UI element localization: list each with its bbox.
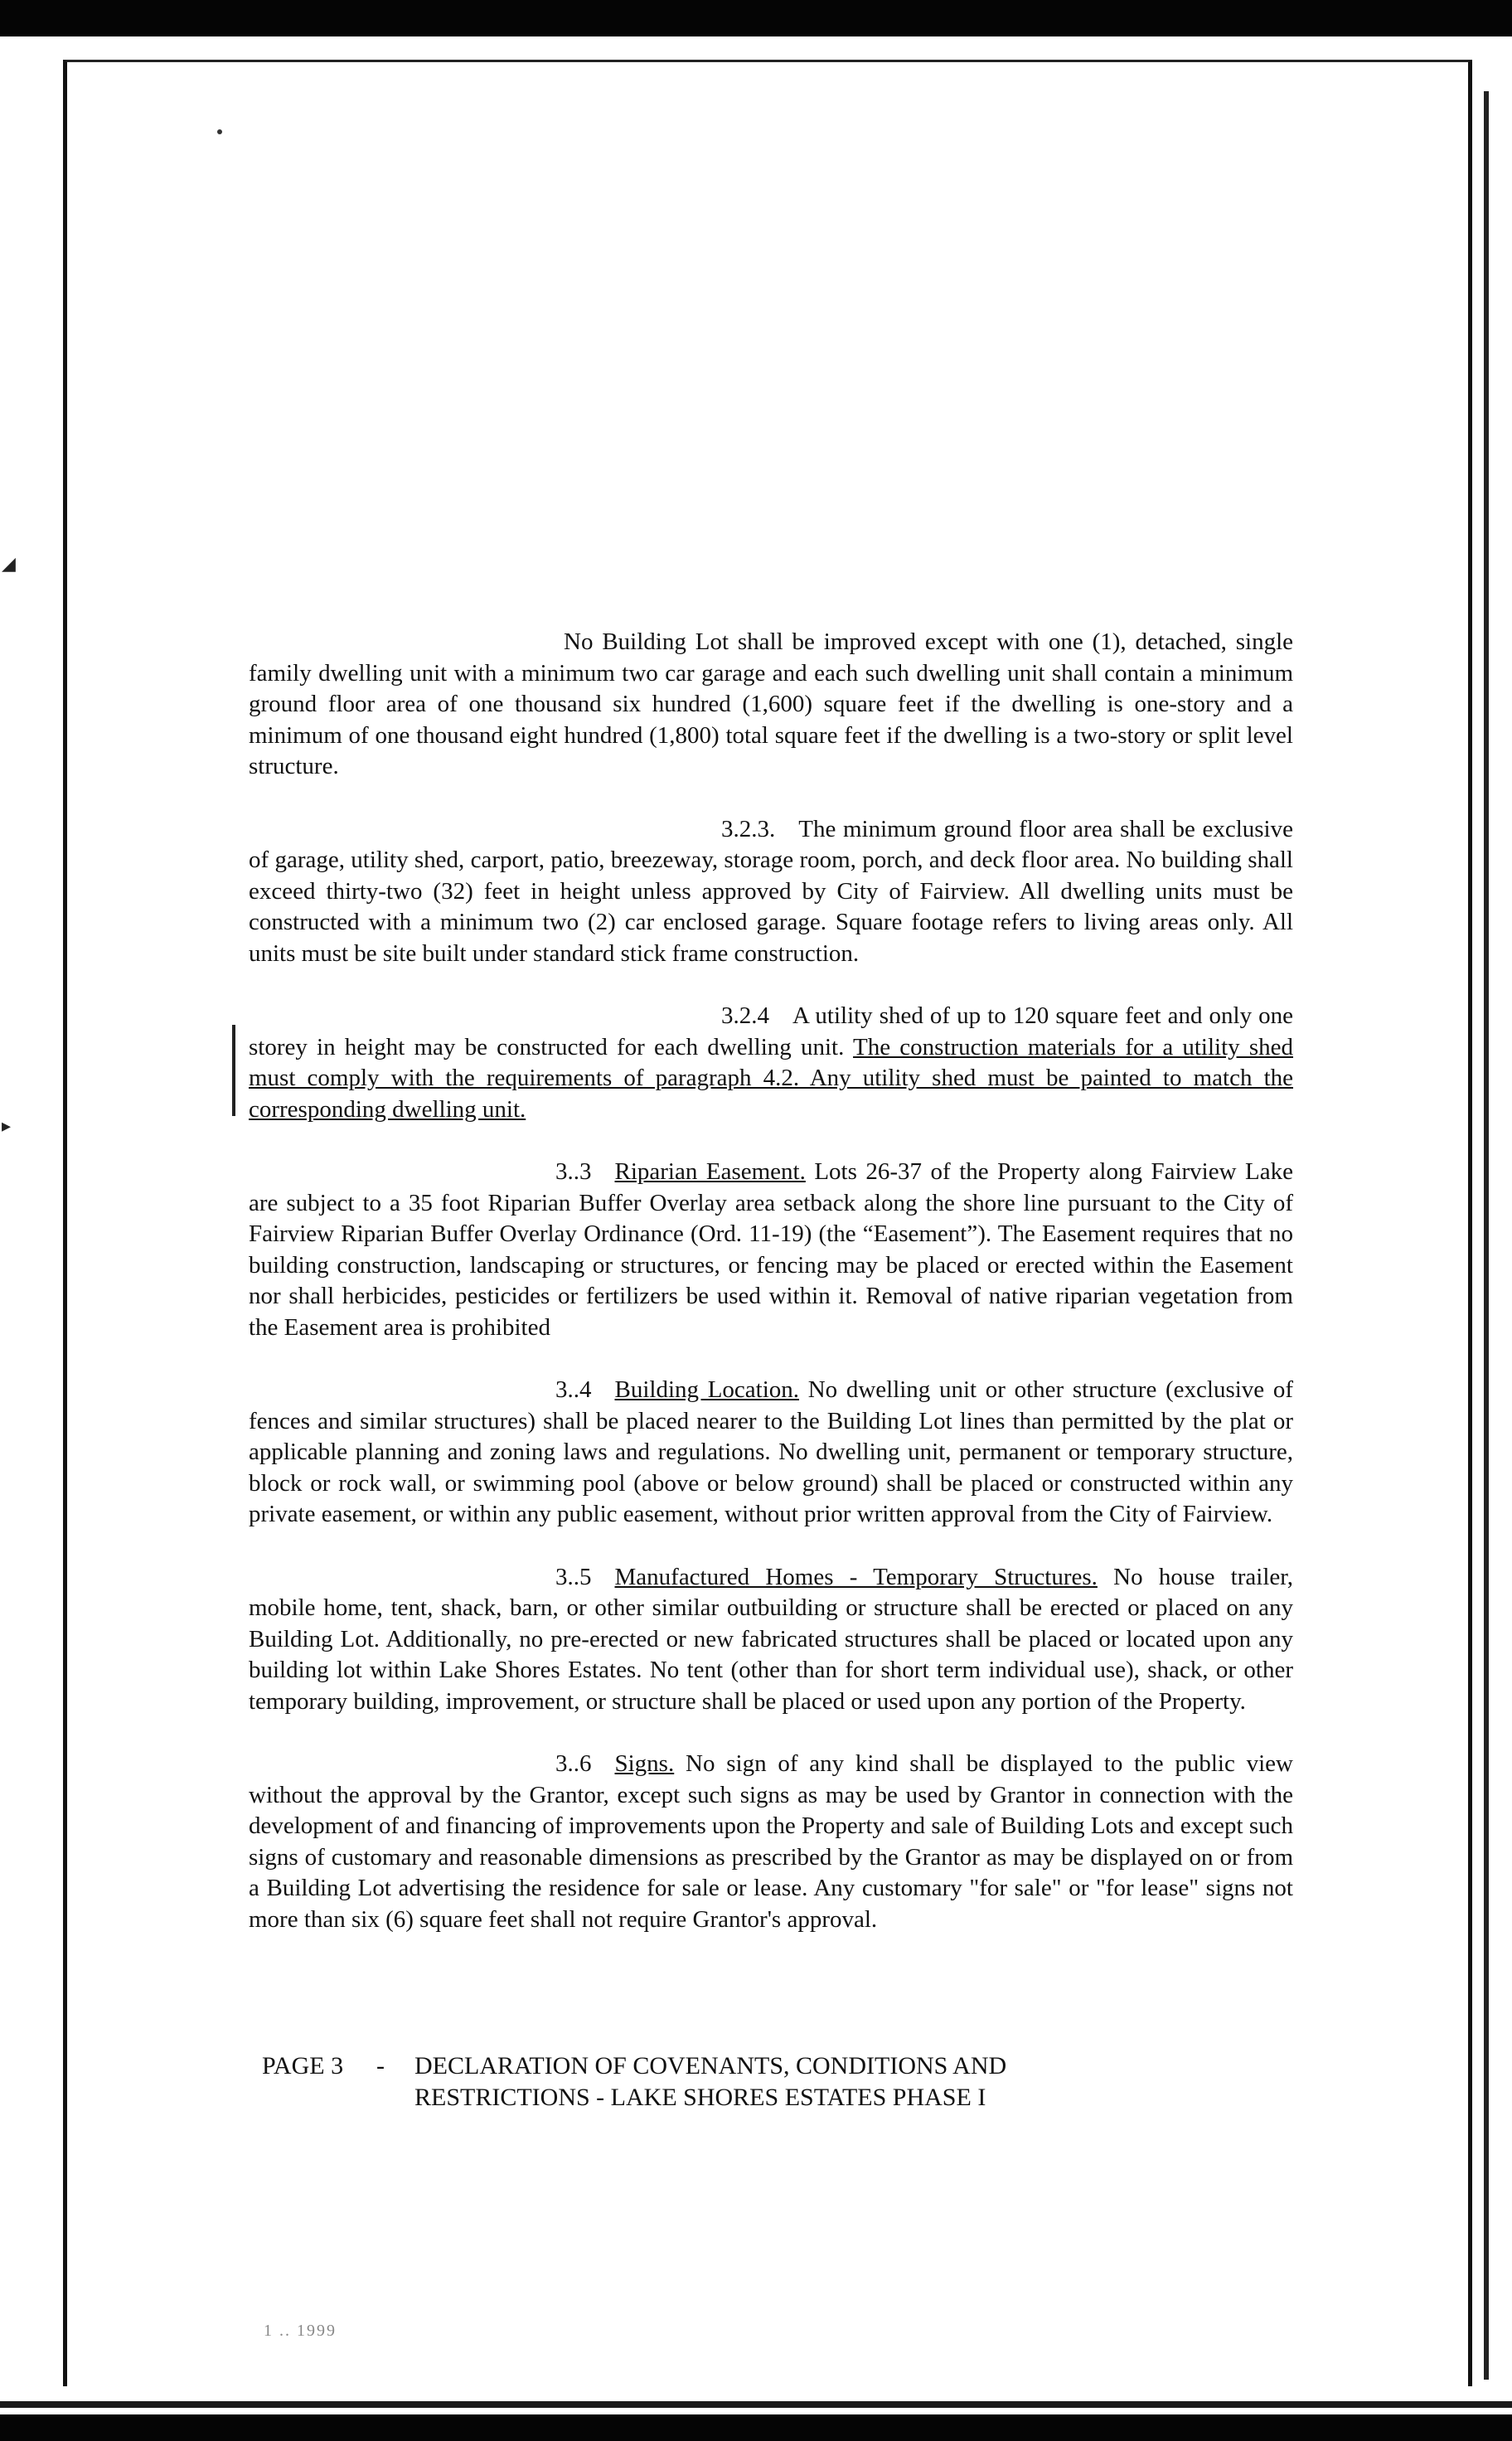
scan-border-bottom: [0, 2414, 1512, 2441]
scan-edge-right: [1484, 91, 1489, 2380]
paragraph-floor-area: [249, 627, 1293, 783]
footer-title-line: RESTRICTIONS - LAKE SHORES ESTATES PHASE I: [414, 2084, 986, 2111]
section-number: 3..6: [555, 1750, 592, 1777]
paragraph-text: The minimum ground floor area shall be exclusive of garage, utility shed, carport, patio, breezeway, storage room, porch, and deck floor area. No building shall exceed thirty-two (32) feet in height unless approved by City of Fairview. All dwelling units must be constructed with a minimum two (2) car enclosed garage. Square footage refers to living areas only. All units must be site built under standard stick frame construction.: [249, 815, 1293, 967]
paragraph-number: 3.2.3.: [721, 815, 776, 842]
revision-change-bar: [232, 1025, 235, 1116]
section-title: Building Location.: [614, 1376, 800, 1403]
recording-stamp: 1 .. 1999: [264, 2322, 337, 2340]
section-text: No dwelling unit or other structure (exclusive of fences and similar structures) shall be placed nearer to the Building Lot lines than permitted by the plat or applicable planning and zoning laws and regulations. No dwelling unit, permanent or temporary structure, block or rock wall, or swimming pool (above or below ground) shall be placed or constructed within any private easement, or within any public easement, without prior written approval from the City of Fairview.: [249, 1376, 1294, 1527]
section-3-4: [249, 1375, 1293, 1531]
section-3-6: [249, 1749, 1293, 1935]
document-body: [249, 627, 1293, 1967]
page-footer: [262, 2050, 1091, 2113]
scan-artifact-mark: ◢: [2, 554, 16, 575]
section-number: 3..3: [555, 1158, 592, 1185]
section-title: Riparian Easement.: [614, 1158, 806, 1185]
page-number: PAGE 3: [262, 2052, 344, 2079]
section-number: 3..4: [555, 1376, 592, 1403]
footer-title-line: DECLARATION OF COVENANTS, CONDITIONS AND: [414, 2052, 1007, 2079]
scan-speck: [217, 129, 222, 134]
section-title: Signs.: [614, 1750, 675, 1777]
scan-artifact-mark: ▸: [2, 1116, 12, 1137]
paragraph-number: 3.2.4: [721, 1002, 769, 1029]
section-title: Manufactured Homes - Temporary Structures.: [614, 1563, 1098, 1590]
section-number: 3..5: [555, 1563, 592, 1590]
section-3-5: [249, 1562, 1293, 1718]
amended-text: The construction materials for a utility shed must comply with the requirements of paragraph 4.2. Any utility shed must be painted to match the corresponding dwelling unit.: [249, 1033, 1294, 1123]
paragraph-3-2-3: [249, 814, 1293, 970]
footer-dash: -: [376, 2052, 385, 2079]
scan-rule-bottom: [0, 2401, 1512, 2408]
paragraph-text: A utility shed of up to 120 square feet and only one storey in height may be constructed for each dwelling unit.: [249, 1002, 1293, 1060]
section-text: No sign of any kind shall be displayed to the public view without the approval by the Grantor, except such signs as may be used by Grantor in connection with the development of and financing of improvements upon the Property and sale of Building Lots and except such signs of customary and reasonable dimensions as prescribed by the Grantor as may be displayed on or from a Building Lot advertising the residence for sale or lease. Any customary "for sale" or "for lease" signs not more than six (6) square feet shall not require Grantor's approval.: [249, 1750, 1293, 1933]
paragraph-3-2-4: [249, 1001, 1293, 1125]
section-text: No house trailer, mobile home, tent, shack, barn, or other similar outbuilding or structure shall be erected or placed on any Building Lot. Additionally, no pre-erected or new fabricated structures shall be placed or located upon any building lot within Lake Shores Estates. No tent (other than for short term individual use), shack, or other temporary building, improvement, or structure shall be placed or used upon any portion of the Property.: [249, 1563, 1294, 1715]
section-text: Lots 26-37 of the Property along Fairview Lake are subject to a 35 foot Riparian Buffer Overlay area setback along the shore line pursuant to the City of Fairview Riparian Buffer Overlay Ordinance (Ord. 11-19) (the “Easement”). The Easement requires that no building construction, landscaping or structures, or fencing may be placed or erected within the Easement nor shall herbicides, pesticides or fertilizers be used within it. Removal of native riparian vegetation from the Easement area is prohibited: [249, 1158, 1293, 1341]
paragraph-text: No Building Lot shall be improved except with one (1), detached, single family dwelling unit with a minimum two car garage and each such dwelling unit shall contain a minimum ground floor area of one thousand six hundred (1,600) square feet if the dwelling is one-story and a minimum of one thousand eight hundred (1,800) total square feet if the dwelling is a two-story or split level structure.: [249, 628, 1293, 779]
scan-border-top: [0, 0, 1512, 36]
section-3-3: [249, 1157, 1293, 1343]
